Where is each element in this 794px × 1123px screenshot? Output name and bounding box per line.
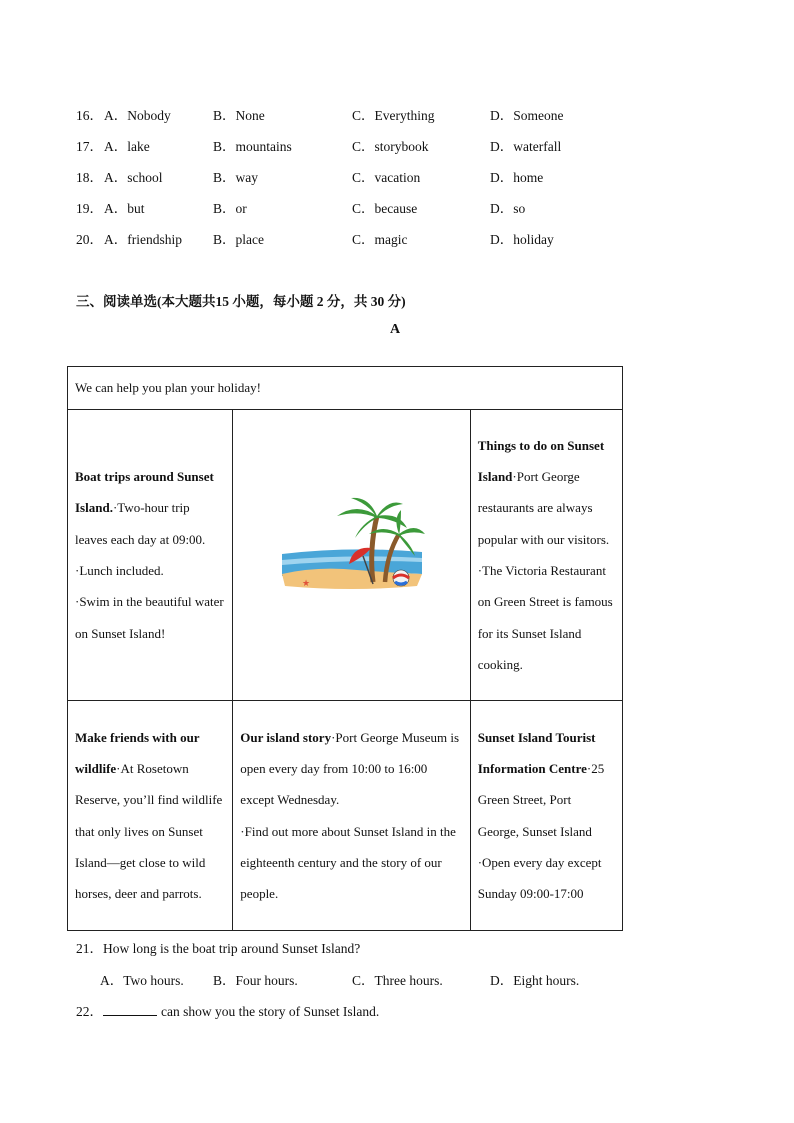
option-d: D．so xyxy=(490,201,526,216)
option-a: A．but xyxy=(104,201,145,216)
question-21-stem: 21．How long is the boat trip around Sunset Island? xyxy=(76,941,361,956)
option-b: B．mountains xyxy=(213,139,292,154)
question-row xyxy=(76,166,716,186)
boat-trips-text: ·Two-hour trip leaves each day at 09:00. xyxy=(75,500,206,547)
island-story-more: ·Find out more about Sunset Island in the eighteenth century and the story of our people. xyxy=(240,823,456,902)
option-a: A．Nobody xyxy=(104,108,171,123)
option-b: B．way xyxy=(213,170,258,185)
option-c: C．vacation xyxy=(352,170,421,185)
island-story-cell xyxy=(233,701,470,931)
question-row xyxy=(76,228,716,248)
option-b: B．None xyxy=(213,108,265,123)
question-row xyxy=(76,104,716,124)
wildlife-title: Make friends with our wildlife xyxy=(75,729,200,776)
tourist-centre-title: Sunset Island Tourist Information Centre xyxy=(477,729,596,776)
option-a: A．school xyxy=(104,170,163,185)
tourist-centre-cell xyxy=(470,701,622,931)
question-number: 20． xyxy=(76,232,103,247)
question-21-options xyxy=(100,969,700,989)
things-to-do-restaurant: ·The Victoria Restaurant on Green Street is famous for its Sunset Island cooking. xyxy=(477,563,613,672)
option-b: B．or xyxy=(213,201,247,216)
things-to-do-cell xyxy=(470,410,622,701)
tourist-centre-address: ·25 Green Street, Port George, Sunset Island xyxy=(477,760,605,839)
question-22-number: 22． xyxy=(76,1004,103,1019)
option-d: D．Someone xyxy=(490,108,564,123)
ad-header: We can help you plan your holiday! xyxy=(68,367,623,410)
boat-trips-swim: ·Swim in the beautiful water on Sunset Island! xyxy=(75,594,224,641)
question-22-stem: can show you the story of Sunset Island. xyxy=(161,1004,380,1019)
answer-blank xyxy=(103,1003,157,1016)
option-c: C．magic xyxy=(352,232,408,247)
question-number: 16． xyxy=(76,108,103,123)
palm-leaves xyxy=(337,498,425,556)
boat-trips-cell xyxy=(68,410,233,701)
boat-trips-lunch: ·Lunch included. xyxy=(75,563,164,578)
wildlife-text: ·At Rosetown Reserve, you’ll find wildlife that only lives on Sunset Island—get close to wild horses, deer and parrots. xyxy=(75,760,223,902)
option-a: A．lake xyxy=(104,139,150,154)
boat-trips-title: Boat trips around Sunset Island. xyxy=(75,469,214,516)
option-c: C．storybook xyxy=(352,139,429,154)
option-a: A．Two hours. xyxy=(100,973,184,988)
question-number: 17． xyxy=(76,139,103,154)
things-to-do-title: Things to do on Sunset Island xyxy=(477,437,605,485)
beach-illustration xyxy=(277,494,427,604)
wildlife-cell xyxy=(68,701,233,931)
option-c: C．Three hours. xyxy=(352,973,443,988)
question-row xyxy=(76,197,716,217)
option-c: C．Everything xyxy=(352,108,435,123)
svg-text:★: ★ xyxy=(301,579,310,590)
question-number: 19． xyxy=(76,201,103,216)
island-story-title: Our island story xyxy=(240,729,332,745)
question-row xyxy=(76,135,716,155)
option-c: C．because xyxy=(352,201,418,216)
option-d: D．holiday xyxy=(490,232,554,247)
option-b: B．Four hours. xyxy=(213,973,298,988)
things-to-do-text: ·Port George restaurants are always popular with our visitors. xyxy=(477,469,610,547)
tourist-centre-hours: ·Open every day except Sunday 09:00-17:00 xyxy=(477,854,602,902)
option-b: B．place xyxy=(213,232,264,247)
section-title: 三、阅读单选(本大题共15 小题，每小题 2 分，共 30 分) xyxy=(76,294,406,309)
holiday-ad-table xyxy=(67,366,623,931)
question-22 xyxy=(76,1000,379,1020)
beach-image-cell xyxy=(233,410,470,701)
island-story-text: ·Port George Museum is open every day from 10:00 to 16:00 except Wednesday. xyxy=(240,729,460,808)
question-number: 18． xyxy=(76,170,103,185)
option-a: A．friendship xyxy=(104,232,182,247)
option-d: D．home xyxy=(490,170,544,185)
option-d: D．waterfall xyxy=(490,139,562,154)
passage-letter: A xyxy=(390,322,401,337)
option-d: D．Eight hours. xyxy=(490,973,580,988)
